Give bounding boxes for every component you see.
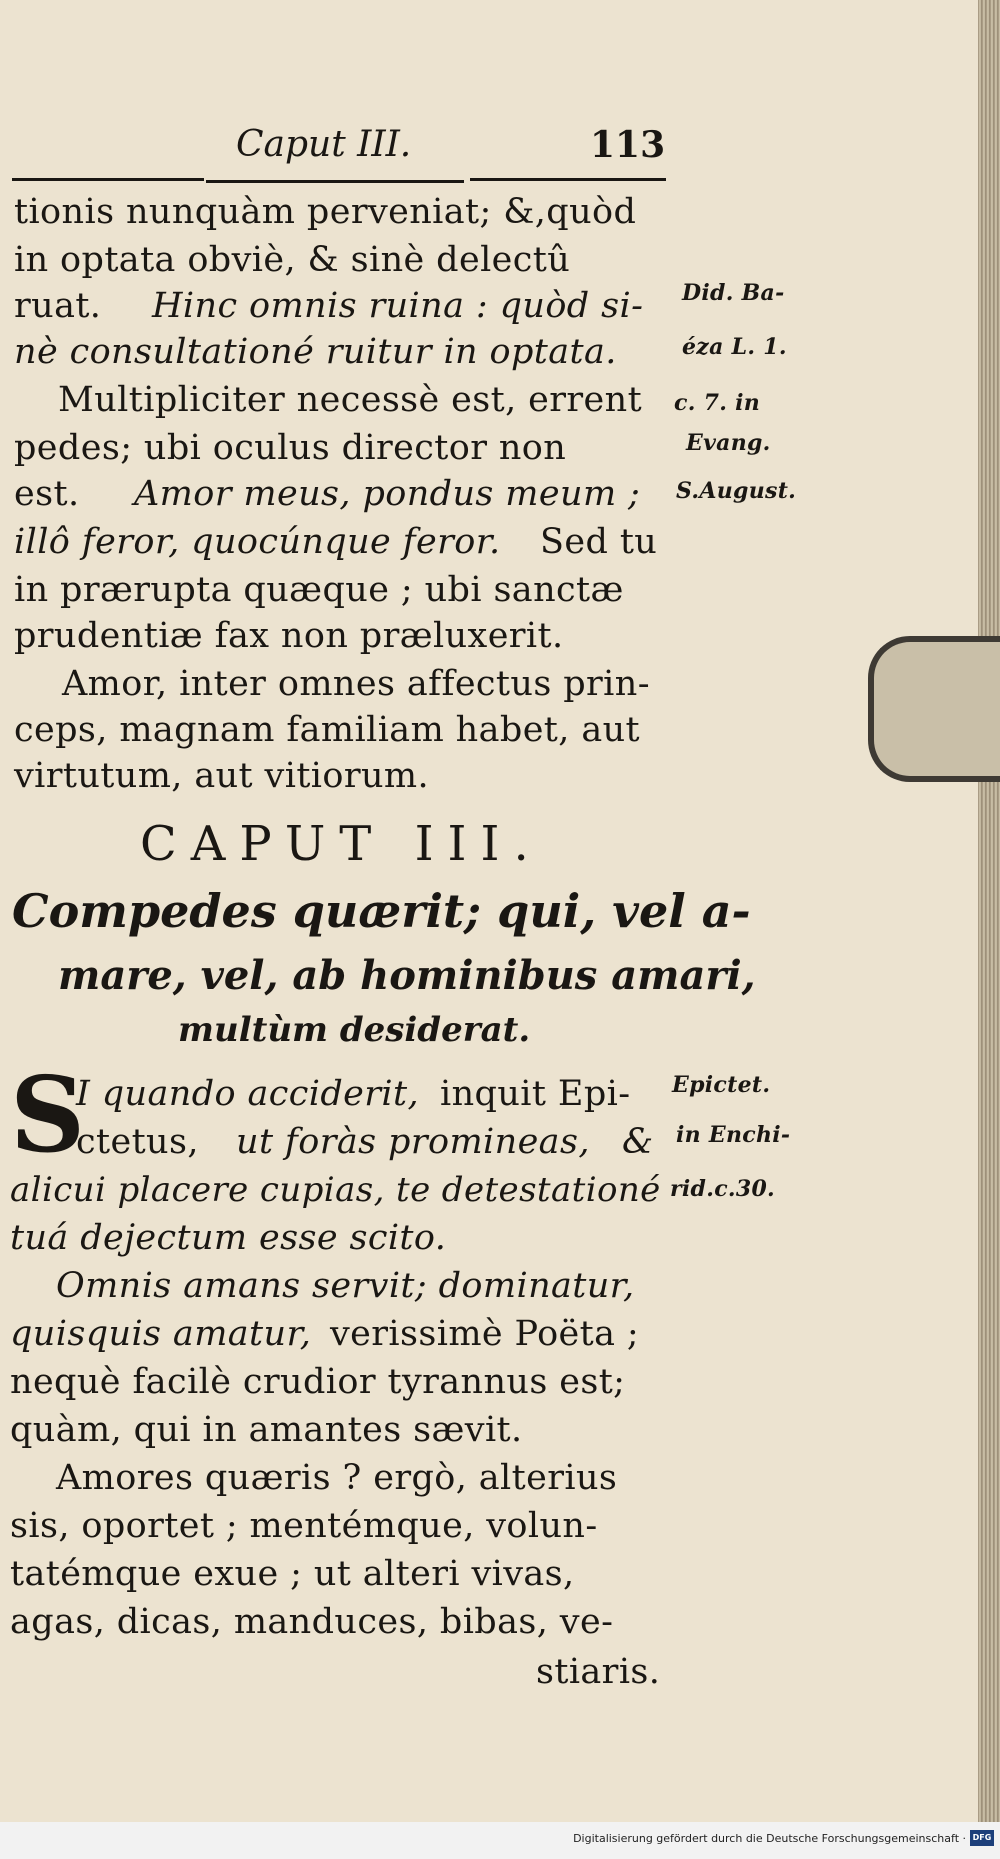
body-line-italic: I quando acciderit, xyxy=(76,1074,420,1114)
body-line: inquit Epi- xyxy=(440,1074,631,1114)
body-line: est. xyxy=(14,474,80,514)
body-line-italic: ut foràs promineas, xyxy=(236,1122,590,1162)
body-line: Multipliciter necessè est, errent xyxy=(58,380,643,420)
margin-note: Did. Ba- xyxy=(682,280,785,306)
margin-note: S.August. xyxy=(676,478,797,504)
footer-text: Digitalisierung gefördert durch die Deutsche Forschungsgemeinschaft · xyxy=(573,1832,966,1845)
margin-note: éza L. 1. xyxy=(682,334,787,360)
body-line-italic: Omnis amans servit; dominatur, xyxy=(56,1266,635,1306)
margin-note: Evang. xyxy=(686,430,771,456)
body-line-italic: & xyxy=(622,1122,654,1162)
margin-note: Epictet. xyxy=(672,1072,771,1098)
body-line: in prærupta quæque ; ubi sanctæ xyxy=(14,570,624,610)
body-line-italic: Amor meus, pondus meum ; xyxy=(134,474,641,514)
book-edge xyxy=(978,0,1000,1822)
page-number: 113 xyxy=(590,124,666,166)
drop-cap: S xyxy=(10,1053,86,1176)
body-line: tionis nunquàm perveniat; &,quòd xyxy=(14,192,637,232)
body-line: Sed tu xyxy=(540,522,658,562)
body-line: ceps, magnam familiam habet, aut xyxy=(14,710,641,750)
body-line: stiaris. xyxy=(536,1652,661,1692)
digitization-footer xyxy=(0,1822,1000,1859)
body-line: tatémque exue ; ut alteri vivas, xyxy=(10,1554,575,1594)
body-line: nequè facilè crudior tyrannus est; xyxy=(10,1362,626,1402)
body-line: verissimè Poëta ; xyxy=(330,1314,640,1354)
running-head: Caput III. xyxy=(236,124,412,165)
body-line: Amores quæris ? ergò, alterius xyxy=(56,1458,618,1498)
body-line: Amor, inter omnes affectus prin- xyxy=(62,664,650,704)
body-line-italic: alicui placere cupias, te detestationé xyxy=(10,1170,661,1210)
body-line: in optata obviè, & sinè delectû xyxy=(14,240,571,280)
body-line-italic: quisquis amatur, xyxy=(10,1314,312,1354)
body-line-italic: illô feror, quocúnque feror. xyxy=(14,522,501,562)
chapter-title-line: multùm desiderat. xyxy=(178,1010,531,1050)
body-line: ctetus, xyxy=(76,1122,199,1162)
body-line: sis, oportet ; mentémque, volun- xyxy=(10,1506,598,1546)
body-line-italic: nè consultationé ruitur in optata. xyxy=(14,332,617,372)
header-rule-middle xyxy=(206,180,464,183)
dfg-logo-icon: DFG xyxy=(970,1830,994,1846)
chapter-heading: CAPUT III. xyxy=(140,816,543,872)
chapter-title-line: mare, vel, ab hominibus amari, xyxy=(58,952,756,999)
margin-note: in Enchi- xyxy=(676,1122,791,1148)
chapter-title-line: Compedes quærit; qui, vel a- xyxy=(12,884,751,938)
header-rule-right xyxy=(470,178,666,181)
body-line: pedes; ubi oculus director non xyxy=(14,428,567,468)
body-line: prudentiæ fax non præluxerit. xyxy=(14,616,564,656)
body-line-italic: tuá dejectum esse scito. xyxy=(10,1218,447,1258)
margin-note: c. 7. in xyxy=(674,390,761,416)
body-line-italic: Hinc omnis ruina : quòd si- xyxy=(152,286,644,326)
margin-note: rid.c.30. xyxy=(670,1176,776,1202)
body-line: agas, dicas, manduces, bibas, ve- xyxy=(10,1602,614,1642)
body-line: ruat. xyxy=(14,286,102,326)
header-rule-left xyxy=(12,178,204,181)
page-tab xyxy=(868,636,1000,782)
body-line: virtutum, aut vitiorum. xyxy=(14,756,430,796)
body-line: quàm, qui in amantes sævit. xyxy=(10,1410,523,1450)
